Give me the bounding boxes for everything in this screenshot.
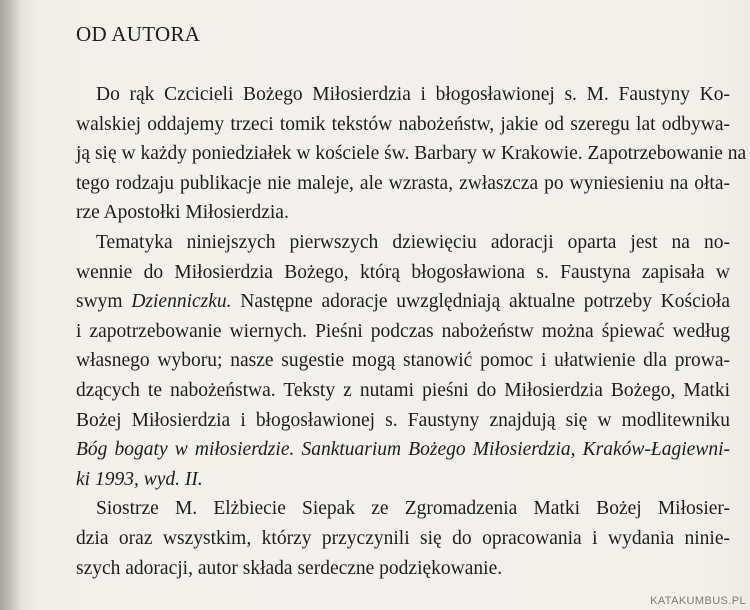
paragraph-3	[76, 494, 730, 583]
text-line: ją się w każdy poniedziałek w kościele św. Barbary w Krakowie. Zapotrzebowanie na	[76, 143, 747, 165]
text-line: walskiej oddajemy trzeci tomik tekstów nabożeństw, jakie od szeregu lat odbywa-	[76, 113, 730, 135]
text-line: dzących te nabożeństwa. Teksty z nutami pieśni do Miłosierdzia Bożego, Matki	[76, 379, 730, 401]
text-line: Siostrze M. Elżbiecie Siepak ze Zgromadzenia Matki Bożej Miłosier-	[96, 498, 730, 520]
paragraph-1	[76, 80, 747, 228]
page-text	[76, 14, 747, 583]
page-binding-shadow	[0, 0, 22, 610]
text-line: Do rąk Czcicieli Bożego Miłosierdzia i błogosławionej s. M. Faustyny Ko-	[96, 84, 730, 105]
section-heading: OD AUTORA	[76, 22, 201, 46]
text-line: dzia oraz wszystkim, którzy przyczynili się do opracowania i wydania ninie-	[76, 527, 730, 549]
book-title-italic: Dzienniczku.	[131, 291, 232, 313]
text-line: szych adoracji, autor składa serdeczne podziękowanie.	[76, 557, 503, 579]
text-line-italic: Bóg bogaty w miłosierdzie. Sanktuarium Bożego Miłosierdzia, Kraków-Łagiewni-	[76, 439, 730, 461]
text-line: Bożej Miłosierdzia i błogosławionej s. Faustyny znajdują się w modlitewniku	[76, 409, 730, 431]
text-line: własnego wyboru; nasze sugestie mogą stanowić pomoc i ułatwienie dla prowa-	[76, 350, 730, 372]
text-line: tego rodzaju publikacje nie maleje, ale wzrasta, zwłaszcza po wyniesieniu na ołta-	[76, 172, 730, 194]
paragraph-2	[76, 228, 730, 494]
text-line: swym Dzienniczku. Następne adoracje uwzględniają aktualne potrzeby Kościoła	[76, 291, 730, 313]
text-line: rze Apostołki Miłosierdzia.	[76, 202, 289, 224]
text-line-italic: ki 1993, wyd. II.	[76, 468, 203, 490]
text-line: Tematyka niniejszych pierwszych dziewięciu adoracji oparta jest na no-	[96, 231, 730, 253]
text-line: wennie do Miłosierdzia Bożego, którą błogosławiona s. Faustyna zapisała w	[76, 261, 730, 283]
text-line: i zapotrzebowanie wiernych. Pieśni podczas nabożeństw można śpiewać według	[76, 320, 730, 342]
site-watermark: KATAKUMBUS.PL	[650, 595, 746, 607]
